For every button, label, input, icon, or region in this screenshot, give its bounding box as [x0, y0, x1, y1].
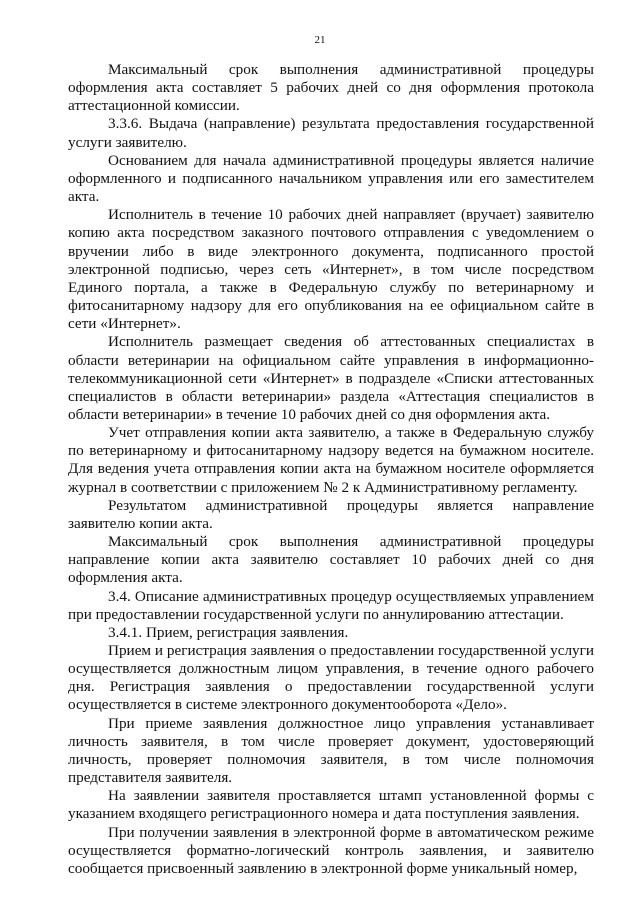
paragraph-accounting: Учет отправления копии акта заявителю, а также в Федеральную службу по ветеринарному и фитосанитарному надзору ведется на бумажном носителе. Для ведения учета отправления копии акта на бумажном носителе оформляется журнал в соответствии с приложением № 2 к Административному регламенту.: [68, 424, 594, 496]
paragraph-section-3-4-1: 3.4.1. Прием, регистрация заявления.: [108, 623, 349, 641]
paragraph-section-3-4: 3.4. Описание административных процедур осуществляемых управлением при предоставлении государственной услуги по аннулированию аттестации.: [68, 587, 594, 623]
paragraph-executor-publishes: Исполнитель размещает сведения об аттестованных специалистах в области ветеринарии на официальном сайте управления в информационно-телекоммуникационной сети «Интернет» в подразделе «Списки аттестованных специалистов в области ветеринарии» раздела «Аттестация специалистов в области ветеринарии» в течение 10 рабочих дней со дня оформления акта.: [68, 333, 594, 423]
paragraph-stamp: На заявлении заявителя проставляется штамп установленной формы с указанием входящего регистрационного номера и дата поступления заявления.: [68, 787, 594, 823]
paragraph-max-term-copy: Максимальный срок выполнения административной процедуры направление копии акта заявителю составляет 10 рабочих дней со дня оформления акта.: [68, 533, 594, 587]
paragraph-max-term-act: Максимальный срок выполнения административной процедуры оформления акта составляет 5 рабочих дней со дня оформления протокола аттестационной комиссии.: [68, 61, 594, 115]
paragraph-result: Результатом административной процедуры является направление заявителю копии акта.: [68, 496, 594, 532]
paragraph-reception: Прием и регистрация заявления о предоставлении государственной услуги осуществляется должностным лицом управления, в течение одного рабочего дня. Регистрация заявления о предоставлении государственной услуги осуществляется в системе электронного документооборота «Дело».: [68, 642, 594, 714]
page-number: 21: [314, 34, 326, 46]
paragraph-executor-sends: Исполнитель в течение 10 рабочих дней направляет (вручает) заявителю копию акта посредством заказного почтового отправления с уведомлением о вручении либо в виде электронного документа, подписанного простой электронной подписью, через сеть «Интернет», в том числе посредством Единого портала, а также в Федеральную службу по ветеринарному и фитосанитарному надзору для его опубликования на ее официальном сайте в сети «Интернет».: [68, 206, 594, 333]
paragraph-section-3-3-6: 3.3.6. Выдача (направление) результата предоставления государственной услуги заявителю.: [68, 115, 594, 151]
document-body: [68, 61, 594, 878]
paragraph-identity-check: При приеме заявления должностное лицо управления устанавливает личность заявителя, в том числе проверяет документ, удостоверяющий личность, проверяет полномочия заявителя, в том числе полномочия представителя заявителя.: [68, 714, 594, 787]
paragraph-electronic-form: При получении заявления в электронной форме в автоматическом режиме осуществляется форматно-логический контроль заявления, и заявителю сообщается присвоенный заявлению в электронной форме уникальный номер,: [68, 823, 594, 877]
paragraph-basis: Основанием для начала административной процедуры является наличие оформленного и подписанного начальником управления или его заместителем акта.: [68, 151, 594, 206]
